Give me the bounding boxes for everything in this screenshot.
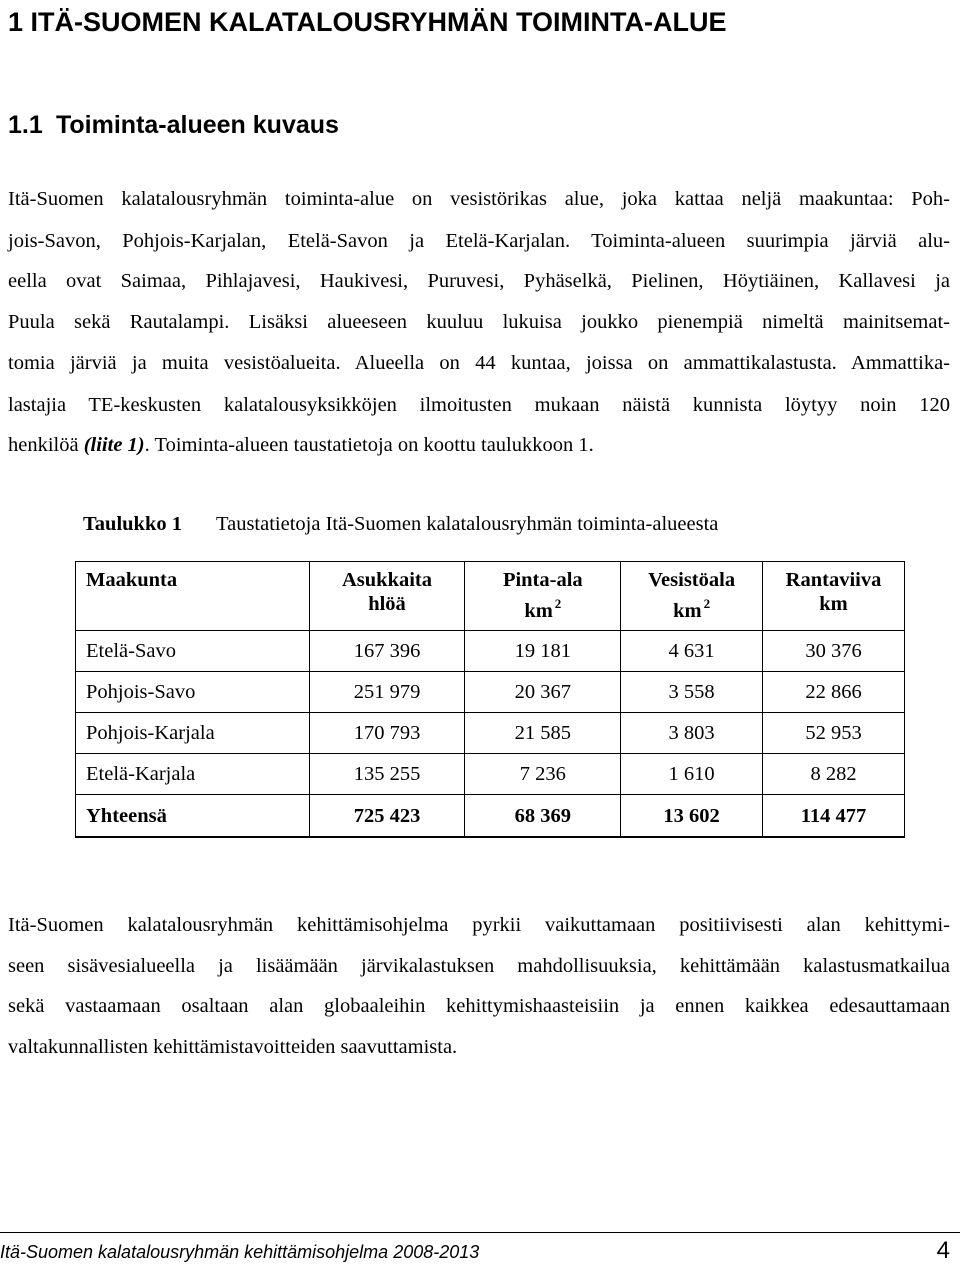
- header-label: Rantaviiva: [785, 569, 882, 591]
- paragraph-line: jois-Savon, Pohjois-Karjalan, Etelä-Savon ja Etelä-Karjalan. Toiminta-alueen suurimpia järviä alu-: [8, 230, 950, 252]
- section-number: 1.1: [8, 111, 43, 139]
- header-label: Maakunta: [86, 569, 178, 591]
- paragraph-line: Itä-Suomen kalatalousryhmän toiminta-alue on vesistörikas alue, joka kattaa neljä maakuntaa: Poh-: [8, 188, 950, 210]
- region-cell: Pohjois-Savo: [76, 672, 310, 713]
- header-cell-vesistoala: [621, 562, 763, 631]
- area-cell: 7 236: [465, 754, 621, 795]
- table-total-row: [76, 795, 905, 838]
- header-label: Asukkaita: [342, 569, 433, 591]
- section-title: Toiminta-alueen kuvaus: [56, 111, 339, 139]
- header-unit: hlöä: [368, 593, 406, 615]
- paragraph-line: tomia järviä ja muita vesistöalueita. Alueella on 44 kuntaa, joissa on ammattikalastusta. Ammattika-: [8, 352, 950, 374]
- region-cell: Etelä-Karjala: [76, 754, 310, 795]
- header-cell-maakunta: [76, 562, 310, 631]
- header-unit-exponent: 2: [703, 596, 711, 611]
- total-area-cell: 68 369: [465, 795, 621, 838]
- section-heading: [8, 106, 339, 144]
- area-cell: 21 585: [465, 713, 621, 754]
- text-run: . Toiminta-alueen taustatietoja on koottu taulukkoon 1.: [144, 434, 594, 456]
- area-cell: 20 367: [465, 672, 621, 713]
- paragraph-line: Puula sekä Rautalampi. Lisäksi alueeseen kuuluu lukuisa joukko pienempiä nimeltä mainitsemat-: [8, 311, 950, 333]
- header-cell-rantaviiva: [763, 562, 905, 631]
- appendix-reference: (liite 1): [83, 434, 145, 456]
- paragraph-line: eella ovat Saimaa, Pihlajavesi, Haukivesi, Puruvesi, Pyhäselkä, Pielinen, Höytiäinen, Kallavesi ja: [8, 270, 950, 292]
- shoreline-cell: 22 866: [763, 672, 905, 713]
- page-number: 4: [936, 1237, 950, 1264]
- table-caption-label: Taulukko 1: [83, 513, 182, 535]
- shoreline-cell: 30 376: [763, 631, 905, 672]
- paragraph-line: [8, 432, 950, 458]
- header-unit: km: [673, 600, 702, 622]
- total-water-area-cell: 13 602: [621, 795, 763, 838]
- paragraph-line: lastajia TE-keskusten kalatalousyksikköjen ilmoitusten mukaan näistä kunnista löytyy noin 120: [8, 394, 950, 416]
- header-cell-pinta-ala: [465, 562, 621, 631]
- total-shoreline-cell: 114 477: [763, 795, 905, 838]
- total-label-cell: Yhteensä: [76, 795, 310, 838]
- paragraph-line: valtakunnallisten kehittämistavoitteiden saavuttamista.: [8, 1036, 458, 1058]
- header-unit: km: [524, 600, 553, 622]
- water-area-cell: 1 610: [621, 754, 763, 795]
- header-label: Pinta-ala: [502, 569, 583, 591]
- paragraph-line: sekä vastaamaan osaltaan alan globaaleihin kehittymishaasteisiin ja ennen kaikkea edesauttamaan: [8, 995, 950, 1017]
- water-area-cell: 4 631: [621, 631, 763, 672]
- table-row: [76, 713, 905, 754]
- area-cell: 19 181: [465, 631, 621, 672]
- water-area-cell: 3 558: [621, 672, 763, 713]
- population-cell: 170 793: [309, 713, 465, 754]
- table-header-row: [76, 562, 905, 631]
- chapter-heading: 1 ITÄ-SUOMEN KALATALOUSRYHMÄN TOIMINTA-ALUE: [8, 7, 727, 37]
- footer-title: Itä-Suomen kalatalousryhmän kehittämisohjelma 2008-2013: [0, 1242, 480, 1262]
- population-cell: 251 979: [309, 672, 465, 713]
- population-cell: 135 255: [309, 754, 465, 795]
- table-row: [76, 631, 905, 672]
- table-row: [76, 754, 905, 795]
- header-label: Vesistöala: [648, 569, 736, 591]
- population-cell: 167 396: [309, 631, 465, 672]
- header-unit-exponent: 2: [554, 596, 562, 611]
- region-cell: Pohjois-Karjala: [76, 713, 310, 754]
- total-population-cell: 725 423: [309, 795, 465, 838]
- header-unit: km: [819, 593, 848, 615]
- paragraph-line: Itä-Suomen kalatalousryhmän kehittämisohjelma pyrkii vaikuttamaan positiivisesti alan kehittymi-: [8, 914, 950, 936]
- header-cell-asukkaita: [309, 562, 465, 631]
- table-row: [76, 672, 905, 713]
- footer-divider: [0, 1232, 960, 1233]
- water-area-cell: 3 803: [621, 713, 763, 754]
- table-caption-text: Taustatietoja Itä-Suomen kalatalousryhmän toiminta-alueesta: [216, 513, 719, 535]
- shoreline-cell: 8 282: [763, 754, 905, 795]
- paragraph-line: seen sisävesialueella ja lisäämään järvikalastuksen mahdollisuuksia, kehittämään kalastusmatkailua: [8, 955, 950, 977]
- statistics-table: [75, 561, 905, 838]
- shoreline-cell: 52 953: [763, 713, 905, 754]
- table-caption: [83, 511, 718, 537]
- text-run: henkilöä: [8, 434, 84, 456]
- region-cell: Etelä-Savo: [76, 631, 310, 672]
